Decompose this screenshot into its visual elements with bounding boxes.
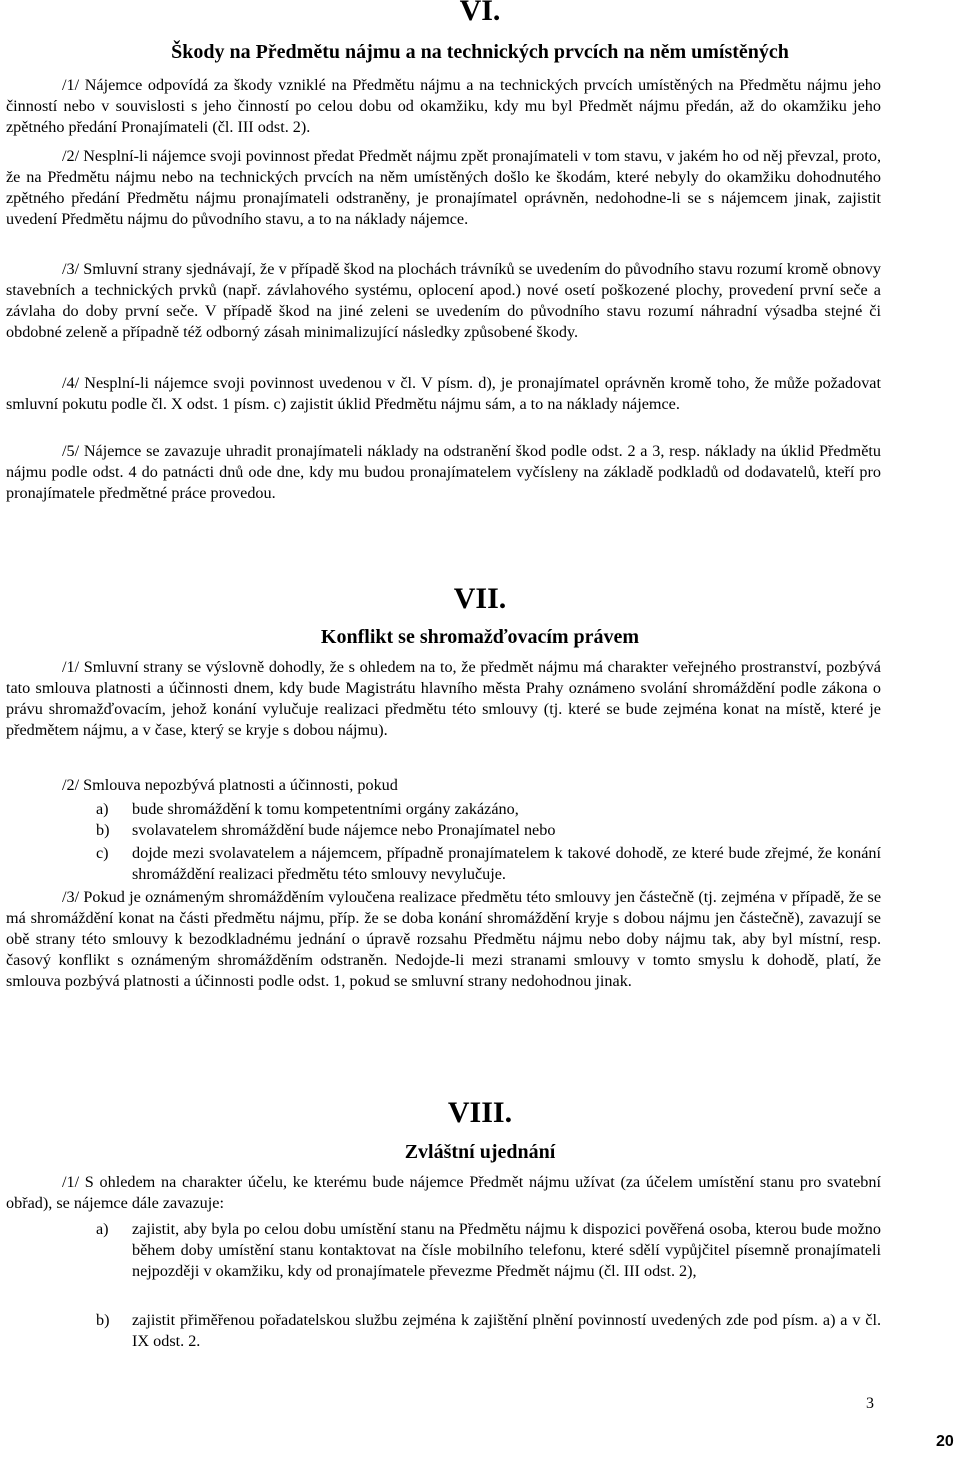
list-item-vii-b	[96, 820, 881, 841]
list-item-label: b)	[96, 821, 110, 839]
page-number: 3	[866, 1395, 874, 1412]
paragraph-vi-2: /2/ Nesplní-li nájemce svoji povinnost předat Předmět nájmu zpět pronajímateli v tom stavu, v jakém ho od něj převzal, proto, že na Předmětu nájmu nebo na technických prvcích na něm umístěných došlo ke škodám, které nebyly do okamžiku dohodnutého zpětného předání Předmětu nájmu pronajímateli odstraněny, je pronajímatel oprávněn, nedohodne-li se s nájemcem jinak, zajistit uvedení Předmětu nájmu do původního stavu, a to na náklady nájemce.	[6, 147, 881, 229]
paragraph-vii-2: /2/ Smlouva nepozbývá platnosti a účinnosti, pokud	[62, 776, 398, 794]
list-item-vii-c	[96, 843, 881, 885]
section-title-vi: Škody na Předmětu nájmu a na technických prvcích na něm umístěných	[171, 41, 789, 63]
list-item-vii-a	[96, 799, 881, 820]
list-item-label: b)	[96, 1311, 110, 1329]
list-item-label: a)	[96, 1220, 109, 1238]
list-item-text: svolavatelem shromáždění bude nájemce nebo Pronajímatel nebo	[132, 821, 556, 839]
list-item-text: zajistit, aby byla po celou dobu umístění stanu na Předmětu nájmu k dispozici pověřená osoba, kterou bude možno během doby umístění stanu kontaktovat na čísle mobilního telefonu, které sdělí vypůjčitel písemně pronajímateli nejpozději v okamžiku, kdy od pronajímatele převezme Předmět nájmu (čl. III odst. 2),	[132, 1220, 881, 1281]
list-item-label: a)	[96, 800, 109, 818]
section-number-viii: VIII.	[447, 1096, 513, 1129]
list-item-text: bude shromáždění k tomu kompetentními orgány zakázáno,	[132, 800, 519, 818]
list-item-viii-a	[96, 1219, 881, 1282]
list-item-text: dojde mezi svolavatelem a nájemcem, případně pronajímatelem k takové dohodě, ze které bude zřejmé, že konání shromáždění realizaci předmětu této smlouvy nevylučuje.	[132, 844, 881, 884]
paragraph-vi-4: /4/ Nesplní-li nájemce svoji povinnost uvedenou v čl. V písm. d), je pronajímatel oprávněn kromě toho, že může požadovat smluvní pokutu podle čl. X odst. 1 písm. c) zajistit úklid Předmětu nájmu sám, a to na náklady nájemce.	[6, 374, 881, 414]
list-item-viii-b	[96, 1310, 881, 1352]
list-item-label: c)	[96, 844, 109, 862]
paragraph-vii-3: /3/ Pokud je oznámeným shromážděním vyloučena realizace předmětu této smlouvy jen částečně (tj. zejména v případě, že se má shromáždění konat na části předmětu nájmu, příp. že se doba konání shromáždění kryje s dobou nájmu jen částečně), zavazují se obě strany této smlouvy k bezodkladnému jednání o úpravě rozsahu Předmětu nájmu nebo doby nájmu tak, aby byl místní, resp. časový konflikt s oznámeným shromážděním odstraněn. Nedojde-li mezi stranami smlouvy v tomto smyslu k dohodě, platí, že smlouva pozbývá platnosti a účinnosti podle odst. 1, pokud se smluvní strany nedohodnou jinak.	[6, 888, 881, 991]
sheet-number: 20	[936, 1433, 954, 1450]
section-title-vii: Konflikt se shromažďovacím právem	[320, 626, 640, 648]
paragraph-vi-3: /3/ Smluvní strany sjednávají, že v případě škod na plochách trávníků se uvedením do původního stavu rozumí kromě obnovy stavebních a technických prvků (např. závlahového systému, oplocení apod.) nové osetí poškozené plochy, provedení první seče a závlaha do doby první seče. V případě škod na jiné zeleni se uvedením do původního stavu rozumí náhradní výsadba stejné či obdobné zeleně a případně též odborný zásah minimalizující následky způsobené škody.	[6, 260, 881, 342]
list-item-text: zajistit přiměřenou pořadatelskou službu zejména k zajištění plnění povinností uvedených zde pod písm. a) a v čl. IX odst. 2.	[132, 1311, 881, 1351]
paragraph-vii-1: /1/ Smluvní strany se výslovně dohodly, že s ohledem na to, že předmět nájmu má charakter veřejného prostranství, pozbývá tato smlouva platnosti a účinnosti dnem, kdy bude Magistrátu hlavního města Prahy oznámeno svolání shromáždění podle zákona o právu shromažďovacím, jehož konání vylučuje realizaci předmětu této smlouvy (tj. které se bude zejména konat na místě, které je předmětem nájmu, a v čase, který se kryje s dobou nájmu).	[6, 658, 881, 740]
paragraph-viii-1: /1/ S ohledem na charakter účelu, ke kterému bude nájemce Předmět nájmu užívat (za účelem umístění stanu pro svatební obřad), se nájemce dále zavazuje:	[6, 1173, 881, 1213]
paragraph-vi-1: /1/ Nájemce odpovídá za škody vzniklé na Předmětu nájmu a na technických prvcích umístěných na Předmětu nájmu jeho činností nebo v souvislosti s jeho činností po celou dobu od okamžiku, kdy mu byl Předmět nájmu předán, až do okamžiku jeho zpětného předání Pronajímateli (čl. III odst. 2).	[6, 76, 881, 137]
section-title-viii: Zvláštní ujednání	[404, 1141, 556, 1163]
section-number-vi: VI.	[459, 0, 501, 27]
section-number-vii: VII.	[453, 582, 507, 615]
paragraph-vi-5: /5/ Nájemce se zavazuje uhradit pronajímateli náklady na odstranění škod podle odst. 2 a 3, resp. náklady na úklid Předmětu nájmu podle odst. 4 do patnácti dnů ode dne, kdy mu budou pronajímatelem vyčísleny na základě podkladů od dodavatelů, kteří pro pronajímatele předmětné práce provedou.	[6, 442, 881, 503]
